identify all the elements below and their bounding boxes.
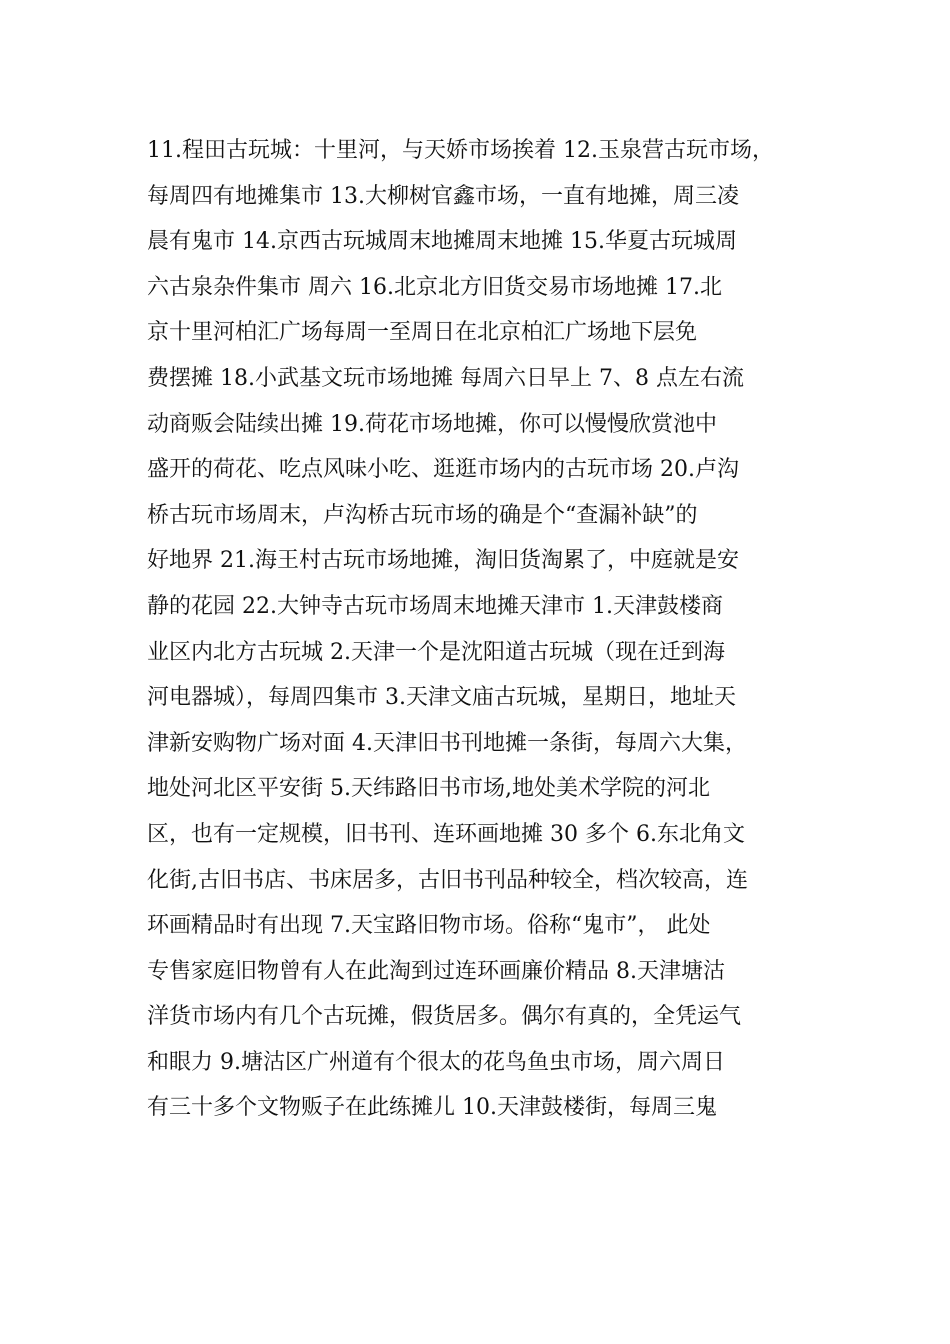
text-line: 地处河北区平安街 5.天纬路旧书市场,地处美术学院的河北 — [147, 776, 710, 802]
text-line: 11.程田古玩城：十里河，与天娇市场挨着 12.玉泉营古玩市场， — [147, 138, 774, 163]
text-line: 业区内北方古玩城 2.天津一个是沈阳道古玩城（现在迁到海 — [147, 639, 725, 665]
text-line: 费摆摊 18.小武基文玩市场地摊 每周六日早上 7、8 点左右流 — [147, 365, 744, 391]
text-line: 专售家庭旧物曾有人在此淘到过连环画廉价精品 8.天津塘沽 — [147, 958, 725, 984]
text-line: 化街,古旧书店、书床居多，古旧书刊品种较全，档次较高，连 — [147, 867, 748, 893]
text-line: 津新安购物广场对面 4.天津旧书刊地摊一条街，每周六大集， — [147, 730, 747, 756]
text-line: 和眼力 9.塘沽区广州道有个很太的花鸟鱼虫市场，周六周日 — [147, 1049, 725, 1075]
text-line: 动商贩会陆续出摊 19.荷花市场地摊，你可以慢慢欣赏池中 — [147, 411, 717, 437]
body-text — [147, 128, 817, 1131]
text-line: 好地界 21.海王村古玩市场地摊，淘旧货淘累了，中庭就是安 — [147, 548, 739, 574]
text-line: 区，也有一定规模，旧书刊、连环画地摊 30 多个 6.东北角文 — [147, 821, 745, 847]
text-line: 桥古玩市场周末，卢沟桥古玩市场的确是个“查漏补缺”的 — [147, 502, 698, 528]
text-line: 六古泉杂件集市 周六 16.北京北方旧货交易市场地摊 17.北 — [147, 274, 722, 300]
text-line: 河电器城），每周四集市 3.天津文庙古玩城，星期日，地址天 — [147, 685, 736, 711]
text-line: 静的花园 22.大钟寺古玩市场周末地摊天津市 1.天津鼓楼商 — [147, 593, 723, 619]
text-line: 每周四有地摊集市 13.大柳树官鑫市场，一直有地摊，周三凌 — [147, 183, 739, 209]
text-line: 有三十多个文物贩子在此练摊儿 10.天津鼓楼街，每周三鬼 — [147, 1095, 717, 1121]
text-line: 京十里河柏汇广场每周一至周日在北京柏汇广场地下层免 — [147, 320, 698, 346]
text-line: 洋货市场内有几个古玩摊，假货居多。偶尔有真的，全凭运气 — [147, 1004, 742, 1030]
text-line: 晨有鬼市 14.京西古玩城周末地摊周末地摊 15.华夏古玩城周 — [147, 229, 737, 255]
text-line: 盛开的荷花、吃点风味小吃、逛逛市场内的古玩市场 20.卢沟 — [147, 457, 739, 483]
text-line: 环画精品时有出现 7.天宝路旧物市场。俗称“鬼市”， 此处 — [147, 913, 711, 939]
